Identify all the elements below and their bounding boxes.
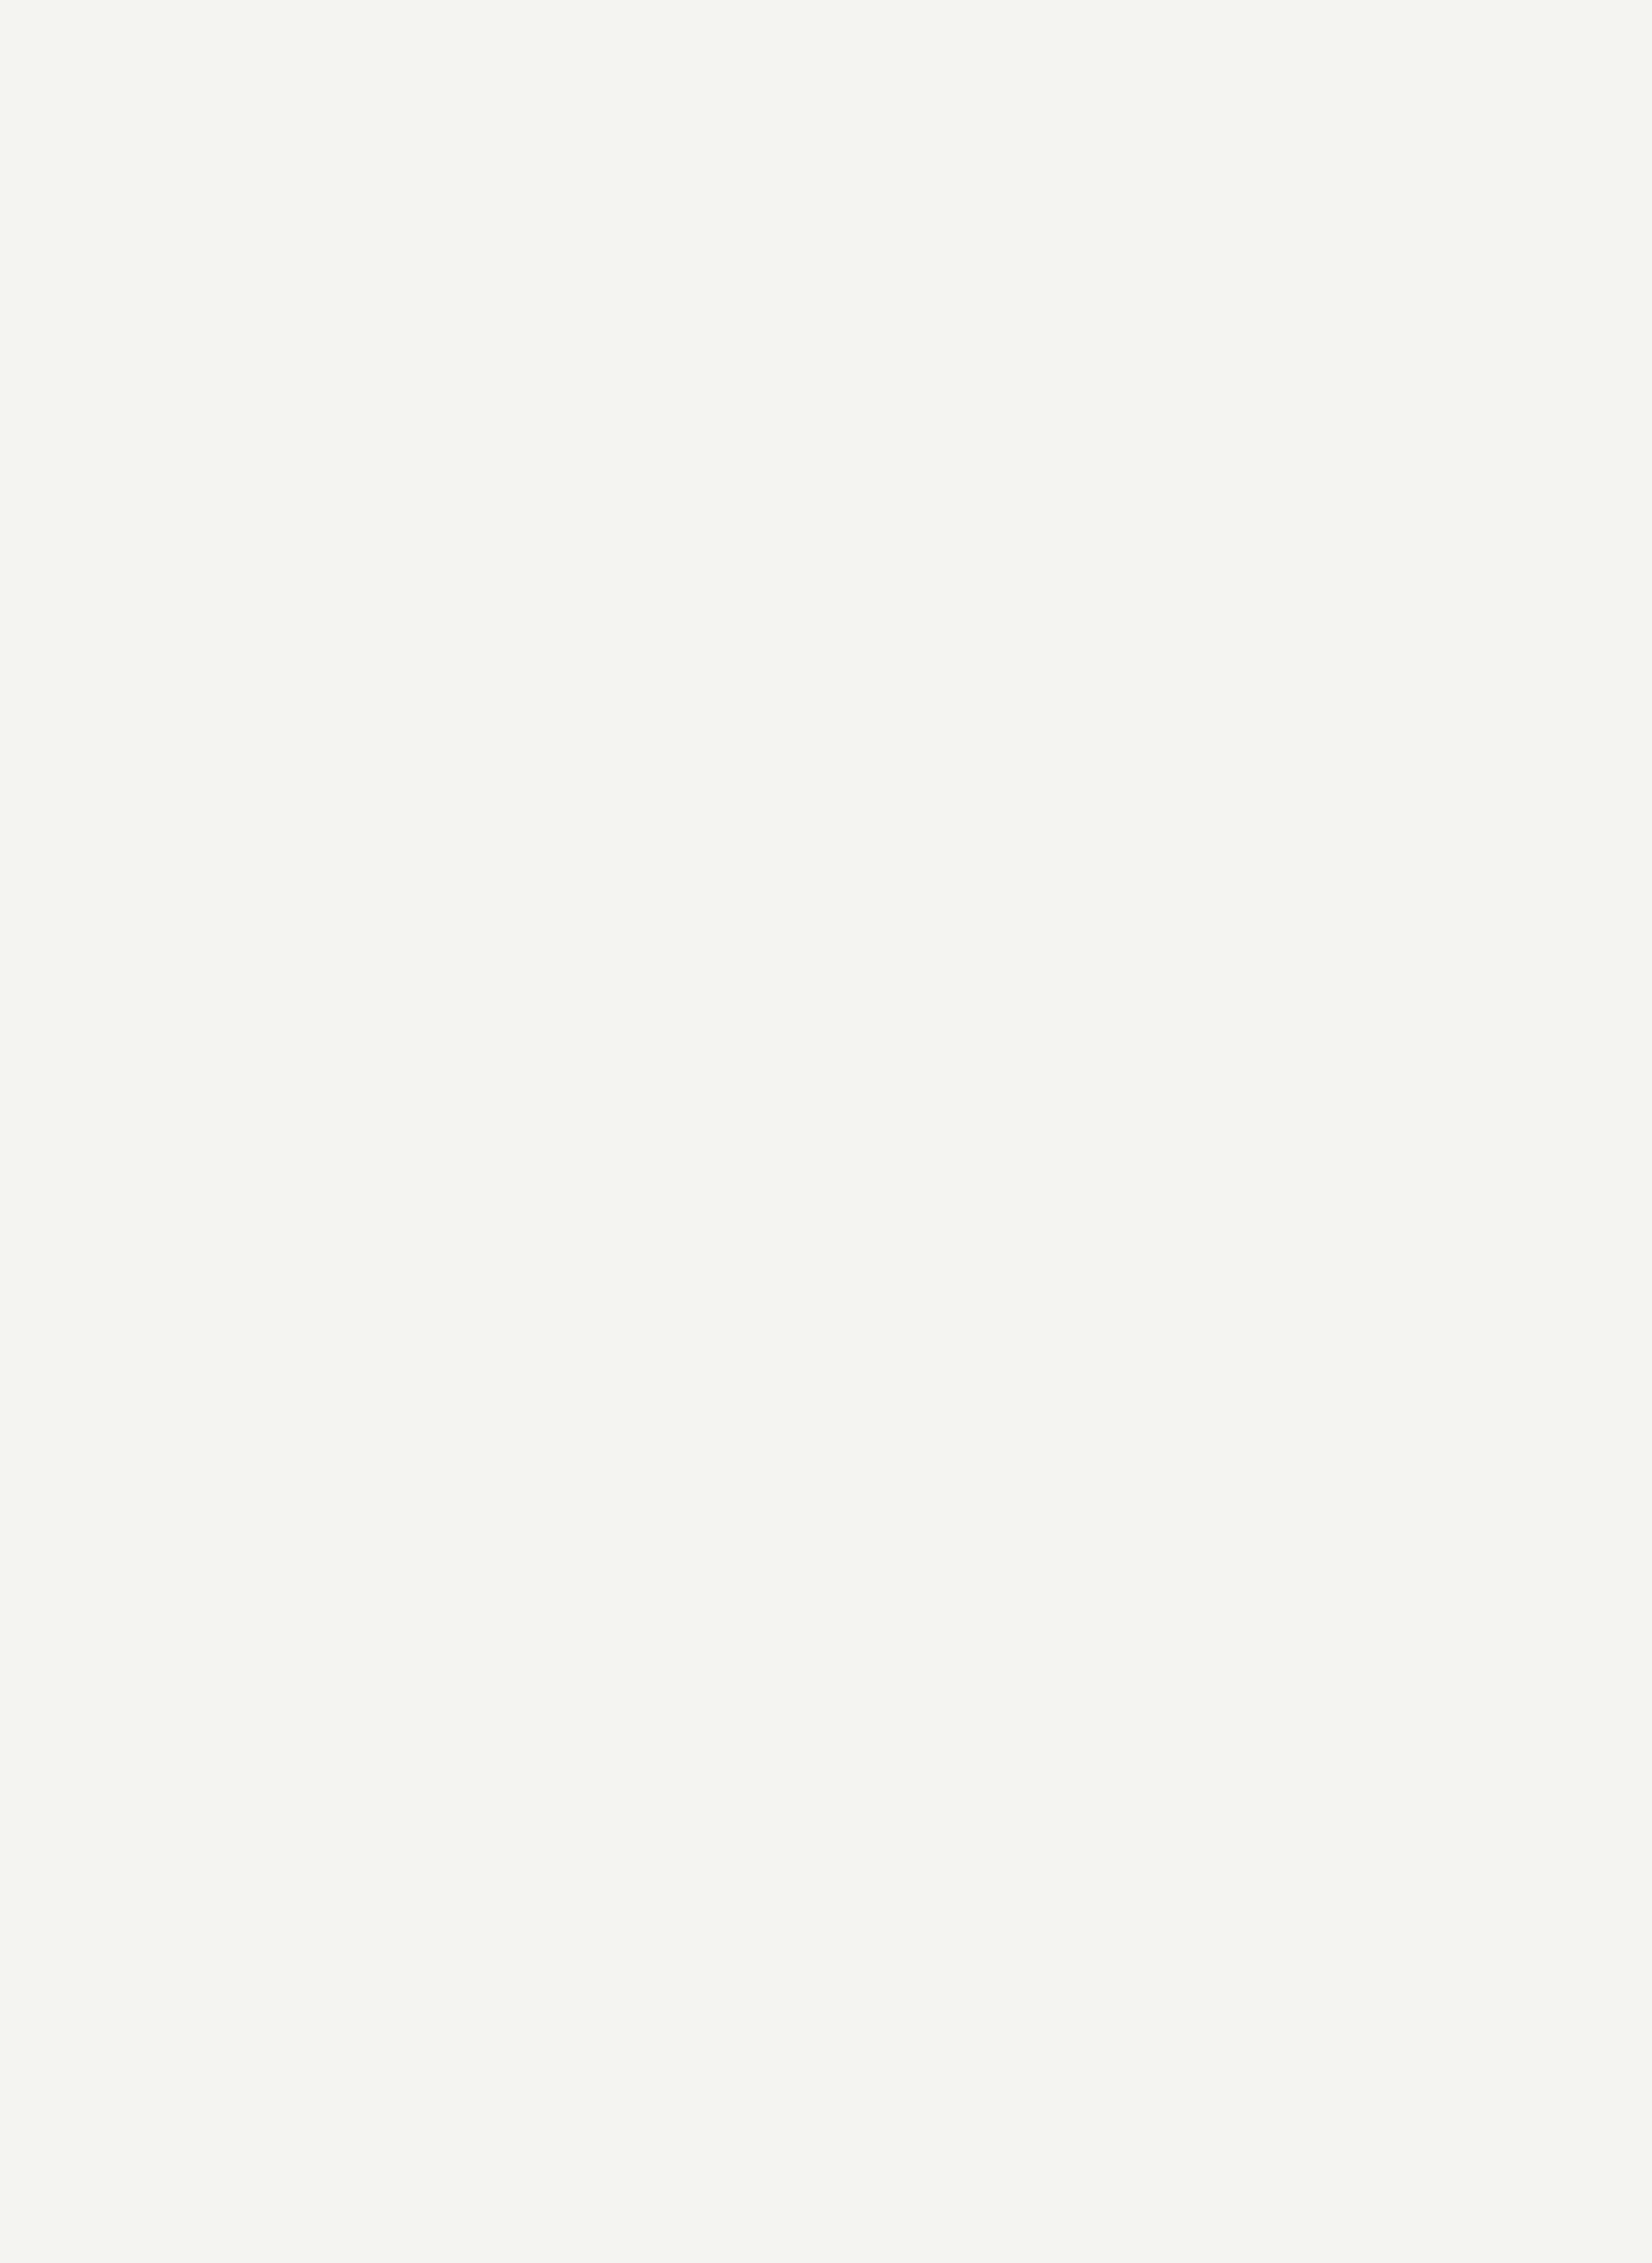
text-line [102,975,1360,1028]
text-line [102,716,1360,769]
text-line [102,252,1360,304]
text-line [102,1337,1360,1389]
text-line [102,1957,1360,2010]
text-line [102,1751,1360,1803]
section-title [102,355,1360,407]
text-line [102,923,1360,975]
text-line [102,2010,1360,2062]
text-line [102,665,1360,717]
text-line [102,458,1360,511]
text-line [102,1906,1360,1958]
text-line [102,1544,1360,1596]
text-line [102,820,1360,872]
text-line [102,1493,1360,1545]
text-line [102,1234,1360,1286]
text-line [102,1854,1360,1906]
text-line [102,769,1360,821]
document-body [102,199,1360,2113]
text-line [102,199,1360,252]
text-line [102,1182,1360,1234]
text-line [102,1079,1360,1131]
text-line [102,872,1360,924]
text-line [102,303,1360,355]
text-line [102,1699,1360,1752]
text-line [102,1803,1360,1855]
text-line [102,1647,1360,1699]
text-line [102,1286,1360,1338]
text-line [102,510,1360,562]
text-line [102,613,1360,665]
text-line [102,1440,1360,1493]
text-line [102,562,1360,614]
text-line [102,1596,1360,1648]
text-line [102,1027,1360,1079]
text-line [102,406,1360,458]
text-line [102,2061,1360,2113]
text-line [102,1389,1360,1441]
text-line [102,1130,1360,1182]
